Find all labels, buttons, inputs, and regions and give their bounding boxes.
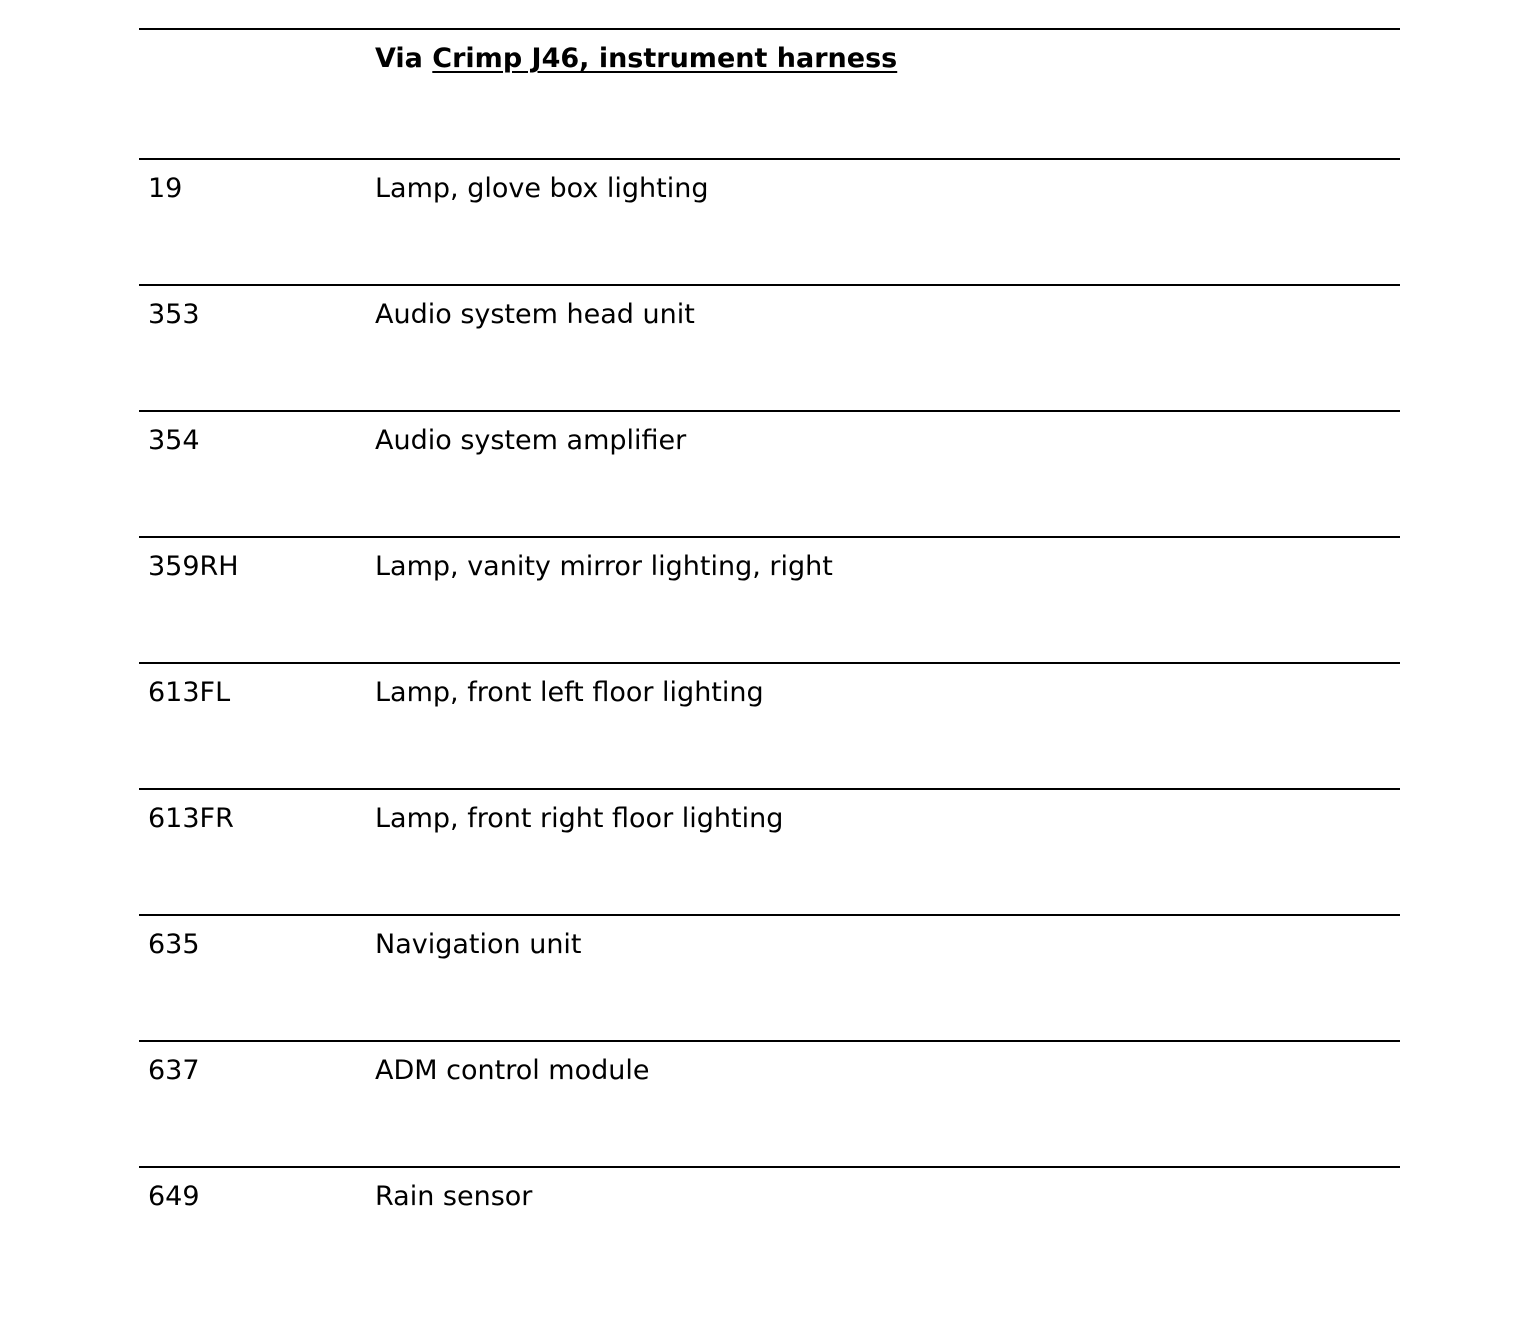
table-header-row — [139, 28, 1400, 158]
row-description: ADM control module — [375, 1055, 650, 1086]
row-code: 649 — [148, 1181, 200, 1212]
header-title — [375, 42, 897, 76]
row-code: 635 — [148, 929, 200, 960]
row-code: 637 — [148, 1055, 200, 1086]
header-prefix: Via — [375, 43, 433, 74]
table-row — [139, 1166, 1400, 1292]
table-row — [139, 410, 1400, 536]
table-row — [139, 158, 1400, 284]
row-description: Lamp, vanity mirror lighting, right — [375, 551, 833, 582]
row-code: 354 — [148, 425, 200, 456]
row-description: Audio system amplifier — [375, 425, 687, 456]
row-code: 353 — [148, 299, 200, 330]
table-row — [139, 788, 1400, 914]
row-description: Audio system head unit — [375, 299, 695, 330]
row-description: Lamp, front left floor lighting — [375, 677, 764, 708]
row-code: 359RH — [148, 551, 239, 582]
row-code: 613FL — [148, 677, 231, 708]
table-row — [139, 914, 1400, 1040]
crimp-link[interactable]: Crimp J46, instrument harness — [432, 43, 898, 74]
row-code: 19 — [148, 173, 183, 204]
component-table — [139, 28, 1400, 1292]
row-description: Lamp, glove box lighting — [375, 173, 709, 204]
row-description: Lamp, front right floor lighting — [375, 803, 784, 834]
table-row — [139, 536, 1400, 662]
row-code: 613FR — [148, 803, 234, 834]
table-row — [139, 662, 1400, 788]
row-description: Navigation unit — [375, 929, 582, 960]
row-description: Rain sensor — [375, 1181, 533, 1212]
table-row — [139, 284, 1400, 410]
table-row — [139, 1040, 1400, 1166]
